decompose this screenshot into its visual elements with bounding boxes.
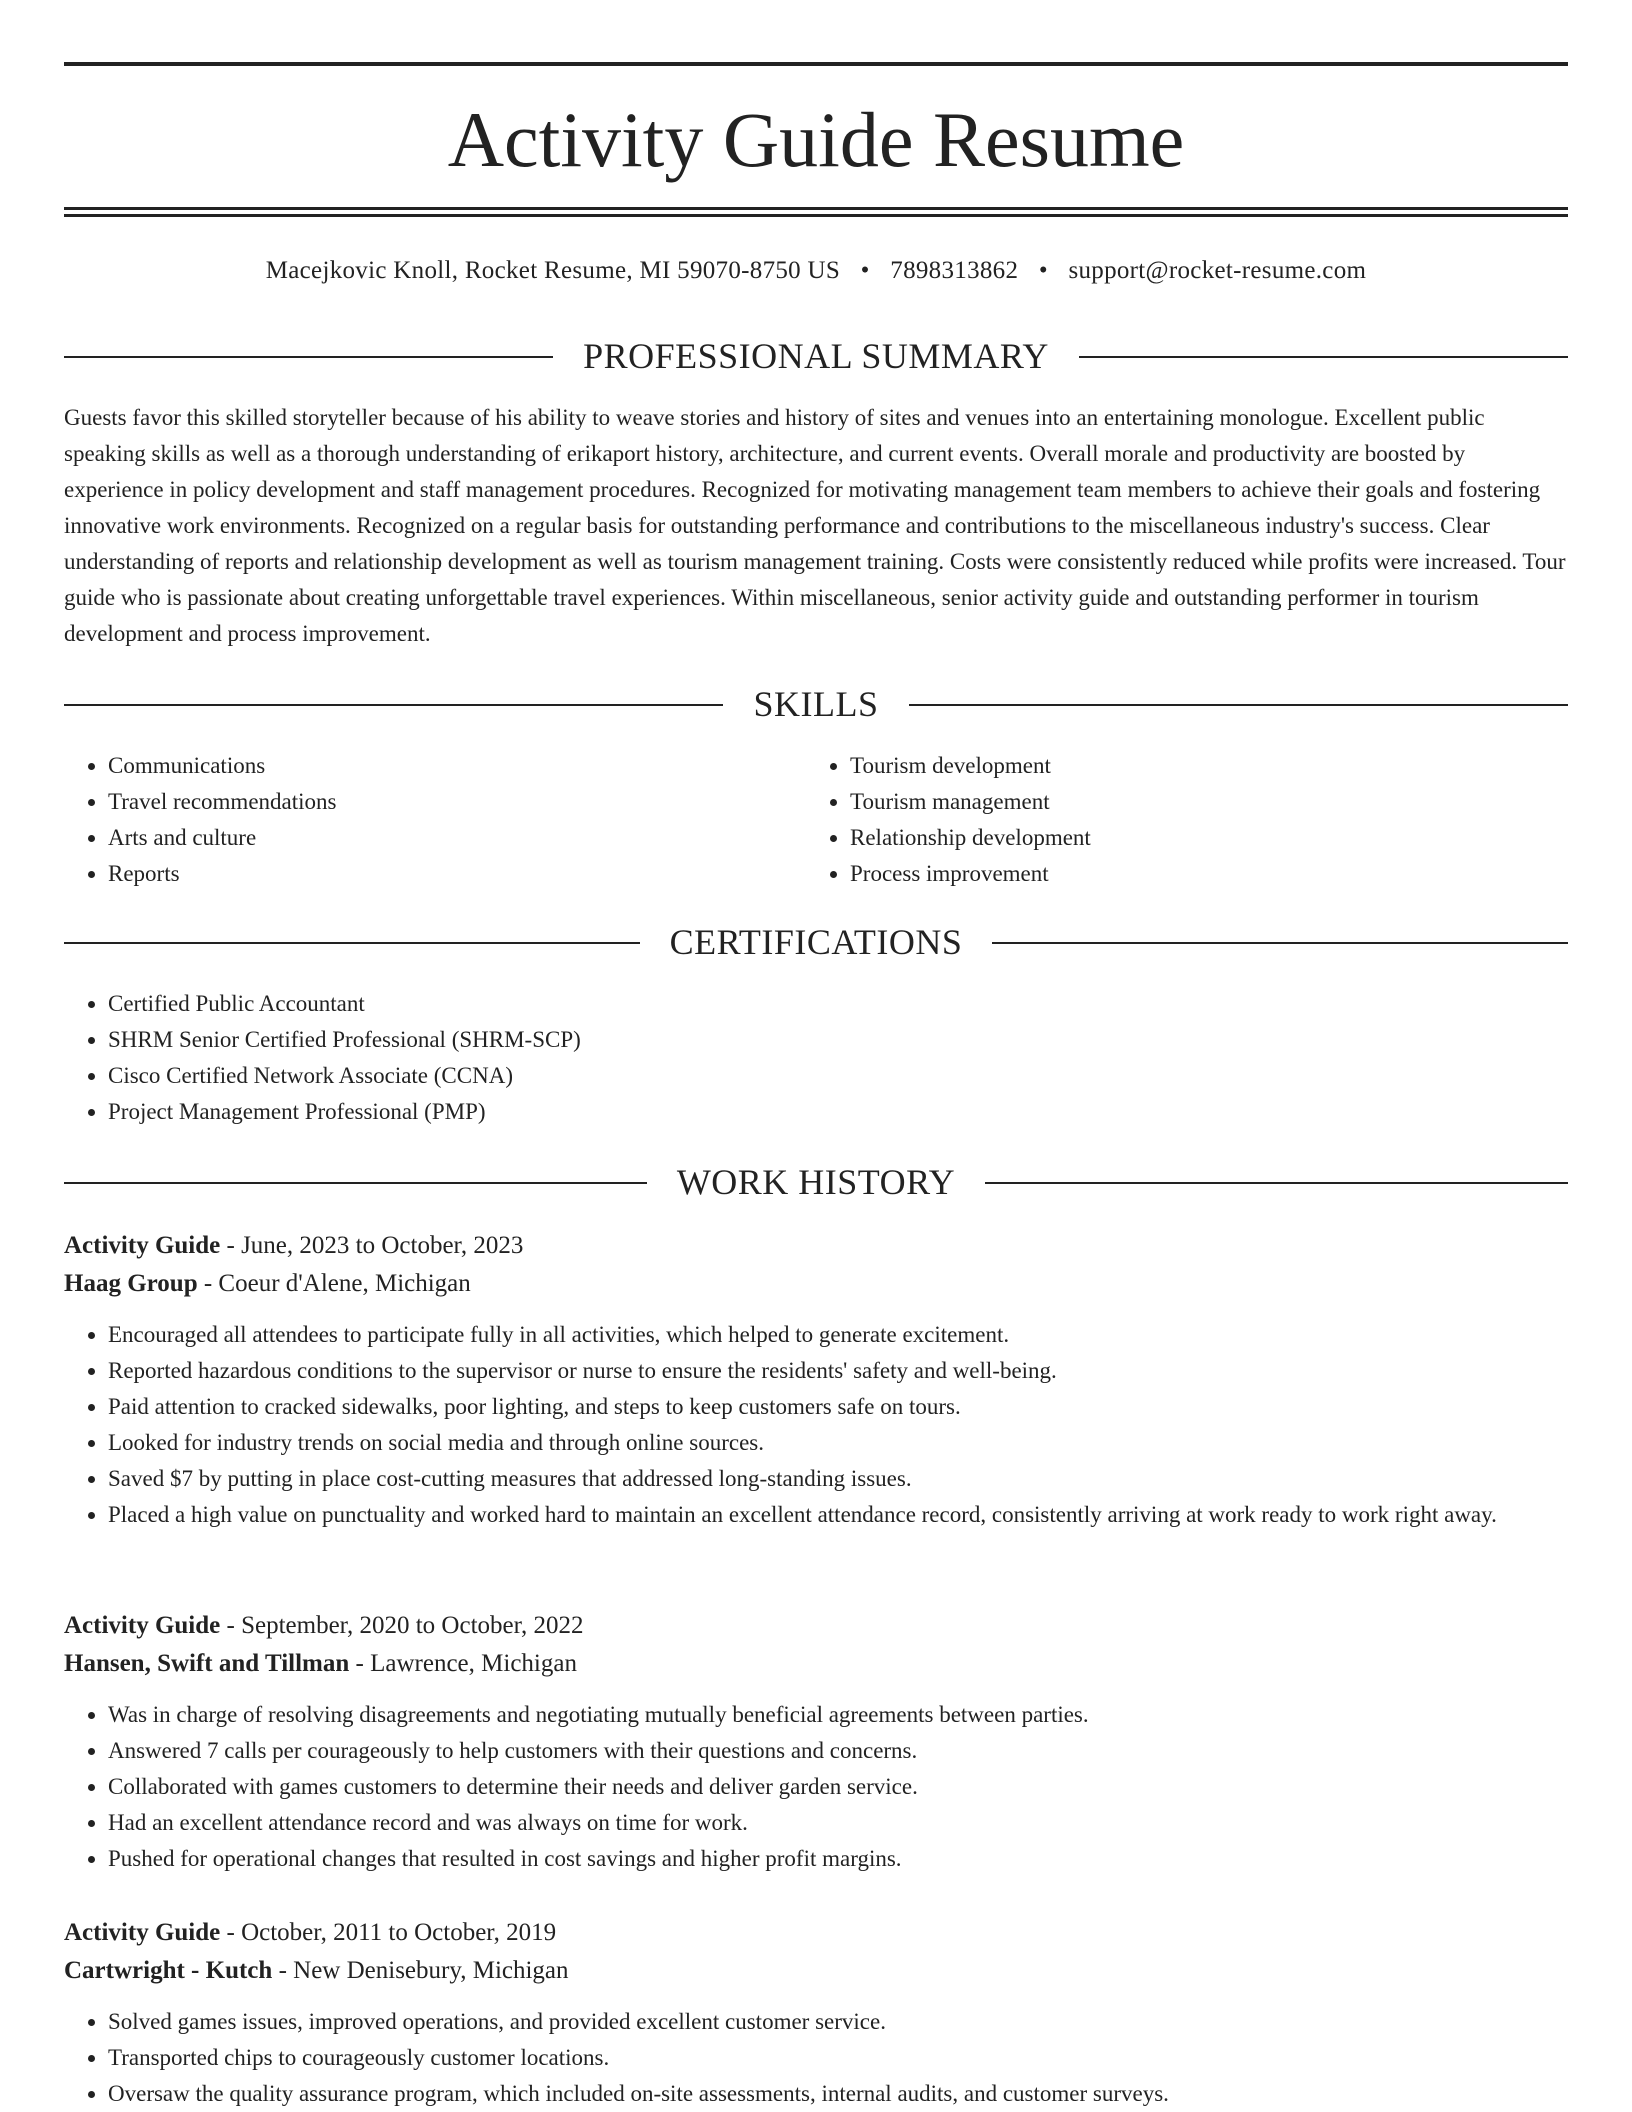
section-heading-skills	[64, 682, 1568, 726]
summary-text: Guests favor this skilled storyteller because of his ability to weave stories and history of sites and venues into an entertaining monologue. Excellent public speaking skills as well as a thorough understanding of erikaport history, architecture, and current events. Overall morale and productivity are boosted by experience in policy development and staff management procedures. Recognized for motivating management team members to achieve their goals and fostering innovative work environments. Recognized on a regular basis for outstanding performance and contributions to the miscellaneous industry's success. Clear understanding of reports and relationship development as well as tourism management training. Costs were consistently reduced while profits were increased. Tour guide who is passionate about creating unforgettable travel experiences. Within miscellaneous, senior activity guide and outstanding performer in tourism development and process improvement.	[64, 405, 1566, 646]
section-heading-summary	[64, 334, 1568, 378]
job-title: Activity Guide	[64, 1919, 221, 1946]
job-role-line	[64, 1607, 1568, 1645]
job-dates: - June, 2023 to October, 2023	[220, 1232, 524, 1259]
job-location: - Coeur d'Alene, Michigan	[197, 1270, 471, 1297]
skill-item: • Tourism development	[850, 748, 1566, 784]
job-location: - Lawrence, Michigan	[349, 1650, 577, 1677]
certification-item: • Project Management Professional (PMP)	[108, 1094, 1568, 1130]
job-employer-line	[64, 1265, 1568, 1303]
job-title: Activity Guide	[64, 1612, 221, 1639]
job-duty: • Saved $7 by putting in place cost-cutting measures that addressed long-standing issues.	[108, 1461, 1568, 1497]
section-heading-certifications	[64, 920, 1568, 964]
section-title: PROFESSIONAL SUMMARY	[553, 336, 1079, 376]
job-duty: • Oversaw the quality assurance program, which included on-site assessments, internal audits, and customer surveys.	[108, 2076, 1568, 2112]
job-role-line	[64, 1914, 1568, 1952]
certification-item: • SHRM Senior Certified Professional (SHRM-SCP)	[108, 1022, 1568, 1058]
job-duty: • Looked for industry trends on social media and through online sources.	[108, 1425, 1568, 1461]
job-company: Hansen, Swift and Tillman	[64, 1650, 350, 1677]
certification-item: • Certified Public Accountant	[108, 986, 1568, 1022]
contact-email: support@rocket-resume.com	[1068, 257, 1367, 284]
job-dates: - September, 2020 to October, 2022	[220, 1612, 584, 1639]
page-title: Activity Guide Resume	[447, 96, 1185, 183]
job-duty: • Collaborated with games customers to determine their needs and deliver garden service.	[108, 1769, 1568, 1805]
skill-item: • Relationship development	[850, 820, 1566, 856]
job-duties-list	[64, 1697, 1568, 1877]
job-location: - New Denisebury, Michigan	[272, 1957, 569, 1984]
skill-item: • Process improvement	[850, 856, 1566, 892]
job-duty: • Solved games issues, improved operations, and provided excellent customer service.	[108, 2004, 1568, 2040]
job-duty: • Placed a high value on punctuality and worked hard to maintain an excellent attendance record, consistently arriving at work ready to work right away.	[108, 1497, 1568, 1533]
contact-phone: 7898313862	[890, 257, 1019, 284]
skill-item: • Reports	[108, 856, 804, 892]
job-duty: • Answered 7 calls per courageously to help customers with their questions and concerns.	[108, 1733, 1568, 1769]
top-rule	[64, 62, 1568, 66]
job-duties-list	[64, 2004, 1568, 2112]
job-title: Activity Guide	[64, 1232, 221, 1259]
title-double-rule	[64, 207, 1568, 217]
job-role-line	[64, 1227, 1568, 1265]
skill-item: • Arts and culture	[108, 820, 804, 856]
job-duty: • Pushed for operational changes that resulted in cost savings and higher profit margins.	[108, 1841, 1568, 1877]
job-company: Cartwright - Kutch	[64, 1957, 273, 1984]
contact-address: Macejkovic Knoll, Rocket Resume, MI 59070-8750 US	[265, 257, 841, 284]
section-title: WORK HISTORY	[647, 1162, 985, 1202]
job-duty: • Reported hazardous conditions to the supervisor or nurse to ensure the residents' safety and well-being.	[108, 1353, 1568, 1389]
job-employer-line	[64, 1952, 1568, 1990]
job-entry	[64, 1607, 1568, 1877]
section-heading-work-history	[64, 1160, 1568, 1204]
contact-line	[64, 254, 1568, 288]
section-title: SKILLS	[723, 684, 908, 724]
skill-item: • Communications	[108, 748, 804, 784]
job-duty: • Encouraged all attendees to participate fully in all activities, which helped to generate excitement.	[108, 1317, 1568, 1353]
job-duty: • Transported chips to courageously customer locations.	[108, 2040, 1568, 2076]
job-dates: - October, 2011 to October, 2019	[220, 1919, 557, 1946]
skills-column-right	[806, 748, 1566, 892]
job-employer-line	[64, 1645, 1568, 1683]
job-company: Haag Group	[64, 1270, 198, 1297]
certifications-list	[64, 986, 1568, 1130]
contact-separator: •	[1038, 257, 1048, 284]
skill-item: • Tourism management	[850, 784, 1566, 820]
job-duty: • Was in charge of resolving disagreements and negotiating mutually beneficial agreements between parties.	[108, 1697, 1568, 1733]
job-entry	[64, 1227, 1568, 1533]
job-duty: • Paid attention to cracked sidewalks, poor lighting, and steps to keep customers safe on tours.	[108, 1389, 1568, 1425]
job-duties-list	[64, 1317, 1568, 1533]
job-duty: • Had an excellent attendance record and was always on time for work.	[108, 1805, 1568, 1841]
contact-separator: •	[860, 257, 870, 284]
skills-column-left	[64, 748, 804, 892]
job-entry	[64, 1914, 1568, 2112]
skill-item: • Travel recommendations	[108, 784, 804, 820]
certification-item: • Cisco Certified Network Associate (CCNA)	[108, 1058, 1568, 1094]
section-title: CERTIFICATIONS	[640, 922, 993, 962]
